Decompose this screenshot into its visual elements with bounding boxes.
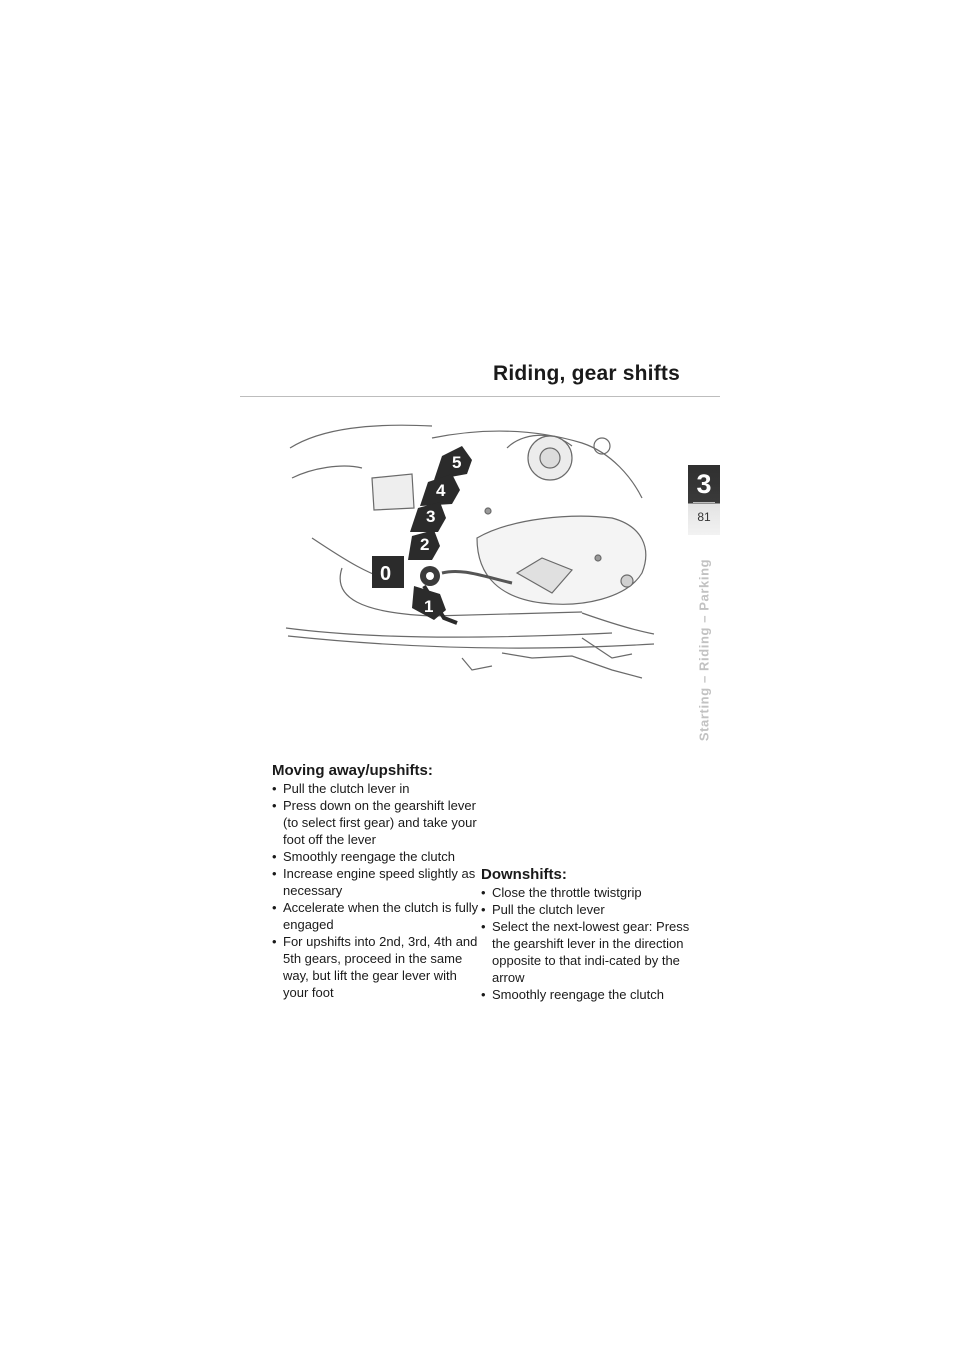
list-item: • Close the throttle twistgrip: [481, 884, 691, 901]
list-item: • Pull the clutch lever in: [272, 780, 482, 797]
upshift-heading: Moving away/upshifts:: [272, 762, 433, 779]
svg-text:3: 3: [426, 507, 436, 526]
list-item: • Pull the clutch lever: [481, 901, 691, 918]
chapter-number: 3: [696, 469, 712, 499]
title-divider: [240, 396, 720, 397]
downshift-section: [481, 866, 691, 1003]
gear-indicator-3: [410, 502, 446, 532]
upshift-section: [272, 762, 482, 1001]
svg-text:5: 5: [452, 453, 462, 472]
gear-indicator-4: [420, 474, 460, 506]
gear-indicator-neutral: [372, 556, 404, 588]
list-item: • Smoothly reengage the clutch: [272, 848, 482, 865]
list-item: • Smoothly reengage the clutch: [481, 986, 691, 1003]
list-item: • For upshifts into 2nd, 3rd, 4th and 5th gears, proceed in the same way, but lift the gear lever with your foot: [272, 933, 482, 1001]
chapter-tab: [688, 465, 720, 535]
downshift-heading: Downshifts:: [481, 866, 567, 883]
page-title: Riding, gear shifts: [493, 362, 680, 385]
svg-text:1: 1: [424, 597, 434, 616]
svg-text:0: 0: [380, 563, 392, 585]
page-number: 81: [697, 510, 711, 524]
gear-indicator-2: [408, 530, 440, 560]
list-item: • Accelerate when the clutch is fully engaged: [272, 899, 482, 933]
gearshift-illustration: [282, 408, 662, 698]
svg-text:2: 2: [420, 535, 430, 554]
list-item: • Increase engine speed slightly as necessary: [272, 865, 482, 899]
gear-indicator-5: [434, 446, 472, 480]
svg-text:4: 4: [436, 481, 446, 500]
chapter-side-label: Starting – Riding – Parking: [696, 558, 712, 742]
list-item: • Select the next-lowest gear: Press the gearshift lever in the direction opposite to that indi-cated by the arrow: [481, 918, 691, 986]
list-item: • Press down on the gearshift lever (to select first gear) and take your foot off the lever: [272, 797, 482, 848]
